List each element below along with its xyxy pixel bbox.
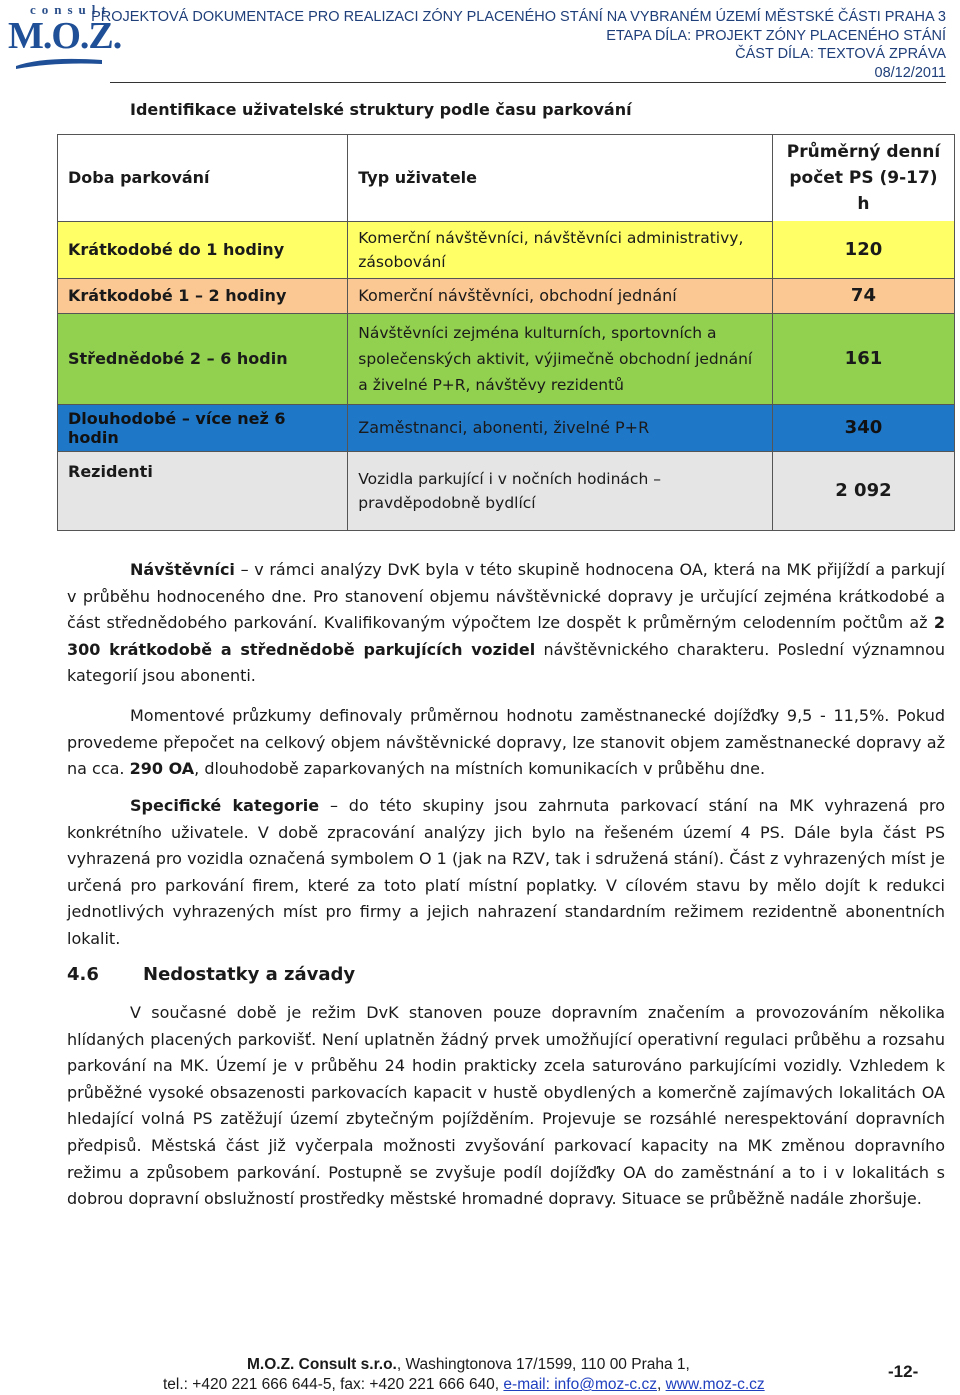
footer-email-link[interactable]: e-mail: info@moz-c.cz bbox=[503, 1376, 657, 1393]
paragraph-text: – do této skupiny jsou zahrnuta parkovací stání na MK vyhrazená pro konkrétního uživatele. V době zpracování analýzy jich bylo na řešeném území 4 PS. Dále byla část PS vyhrazená pro vozidla označená symbolem O 1 (jak na RZV, tak i sdružená stání). Část z vyhrazených míst je určená pro parkování firem, které za toto platí místní poplatky. V cílovém stavu by mělo dojít k redukci jednotlivých vyhrazených míst pro firmy a jejich nahrazení standardním režimem rezidentně abonentních lokalit. bbox=[67, 796, 945, 948]
logo-main-text: M.O.Z. bbox=[8, 15, 122, 57]
table-row bbox=[58, 313, 955, 404]
table-row bbox=[58, 221, 955, 278]
row-count: 2 092 bbox=[772, 451, 954, 530]
footer-web-link[interactable]: www.moz-c.cz bbox=[665, 1376, 765, 1393]
row-duration: Krátkodobé do 1 hodiny bbox=[58, 221, 348, 278]
paragraph-text: , dlouhodobě zaparkovaných na místních komunikacích v průběhu dne. bbox=[194, 759, 766, 779]
paragraph-specific bbox=[67, 793, 945, 953]
header-divider bbox=[110, 82, 946, 83]
row-count: 74 bbox=[772, 278, 954, 313]
row-duration: Dlouhodobé – více než 6 hodin bbox=[58, 404, 348, 451]
parking-user-table bbox=[57, 134, 955, 531]
paragraph-visitors bbox=[67, 557, 945, 690]
footer-separator: , bbox=[656, 1376, 666, 1393]
term-specific-categories: Specifické kategorie bbox=[130, 796, 320, 815]
footer-address: , Washingtonova 17/1599, 110 00 Praha 1, bbox=[396, 1356, 690, 1373]
table-row bbox=[58, 404, 955, 451]
row-count: 120 bbox=[772, 221, 954, 278]
paragraph-text: Momentové průzkumy definovaly průměrnou hodnotu zaměstnanecké dojížďky 9,5 - 11,5%. Pokud provedeme přepočet na celkový objem návštěvnické dopravy, lze stanovit objem zaměstnanecké dopravy až na cca. bbox=[67, 706, 945, 779]
row-user-type: Návštěvníci zejména kulturních, sportovních a společenských aktivit, výjimečně obchodní jednání a živelné P+R, návštěvy rezidentů bbox=[358, 323, 753, 394]
row-duration: Rezidenti bbox=[58, 451, 348, 530]
section-number: 4.6 bbox=[67, 964, 99, 985]
paragraph-deficiencies: V současné době je režim DvK stanoven pouze dopravním značením a provozováním několika hlídaných placených parkovišť. Není uplatněn žádný prvek umožňující operativní regulaci průběhu a rozsahu parkování na MK. Území je v průběhu 24 hodin prakticky zcela saturováno parkujícími vozidly. Vzhledem k průběžné vysoké obsazenosti parkovacích kapacit v hustě obydlených a komerčně zajímavých lokalitách OA hledající volná PS zatěžují území zbytečným pojížděním. Projevuje se rozsáhlé nerespektování dopravních předpisů. Městská část již vyčerpala možnosti zvyšování parkovací kapacity na MK změnou dopravního režimu a způsobem parkování. Postupně se zvyšuje podíl dojížďky OA do zaměstnání a to i v lokalitách s dobrou dopravní obslužností prostředky městské hromadné dopravy. Situace se průběžně nadále zhoršuje. bbox=[67, 1003, 945, 1209]
emphasis-employee-count: 290 OA bbox=[129, 759, 195, 779]
emphasis-visitor-count: 2 300 krátkodobě a střednědobě parkujících vozidel bbox=[67, 613, 945, 659]
table-header-row bbox=[58, 135, 955, 222]
footer-company: M.O.Z. Consult s.r.o. bbox=[247, 1356, 397, 1373]
footer-contact-line bbox=[163, 1375, 765, 1395]
footer-address-line bbox=[247, 1355, 690, 1375]
section-title: Identifikace uživatelské struktury podle času parkování bbox=[130, 100, 632, 119]
paragraph-employees bbox=[67, 703, 945, 783]
header-project-line: PROJEKTOVÁ DOKUMENTACE PRO REALIZACI ZÓNY PLACENÉHO STÁNÍ NA VYBRANÉM ÚZEMÍ MĚSTSKÉ ČÁSTI PRAHA 3 bbox=[91, 9, 946, 25]
footer-phone-fax: tel.: +420 221 666 644-5, fax: +420 221 666 640, bbox=[163, 1376, 504, 1393]
document-header bbox=[91, 8, 946, 82]
row-duration: Krátkodobé 1 – 2 hodiny bbox=[58, 278, 348, 313]
row-user-type: Zaměstnanci, abonenti, živelné P+R bbox=[348, 404, 773, 451]
row-duration: Střednědobé 2 – 6 hodin bbox=[58, 313, 348, 404]
section-heading-4-6 bbox=[67, 964, 355, 985]
header-duration: Doba parkování bbox=[58, 135, 348, 222]
header-part-line: ČÁST DÍLA: TEXTOVÁ ZPRÁVA bbox=[735, 46, 946, 62]
term-visitors: Návštěvníci bbox=[130, 560, 235, 579]
row-count: 340 bbox=[772, 404, 954, 451]
row-user-type: Komerční návštěvníci, obchodní jednání bbox=[348, 278, 773, 313]
header-count: Průměrný denní počet PS (9-17) h bbox=[772, 135, 954, 222]
header-user-type: Typ uživatele bbox=[348, 135, 773, 222]
table-row bbox=[58, 278, 955, 313]
logo-consult-text: consult bbox=[30, 2, 112, 17]
table-row bbox=[58, 451, 955, 530]
row-count: 161 bbox=[772, 313, 954, 404]
paragraph-text: návštěvnického charakteru. Poslední významnou kategorií jsou abonenti. bbox=[67, 639, 946, 686]
header-stage-line: ETAPA DÍLA: PROJEKT ZÓNY PLACENÉHO STÁNÍ bbox=[606, 27, 946, 44]
paragraph-text: – v rámci analýzy DvK byla v této skupině hodnocena OA, která na MK přijíždí a parkují v průběhu hodnoceného dne. Pro stanovení objemu návštěvnické dopravy je určující zejména krátkodobé a část střednědobého parkování. Kvalifikovaným výpočtem lze dospět k průměrným celodenním počtům až bbox=[67, 560, 945, 633]
header-date: 08/12/2011 bbox=[874, 64, 946, 81]
section-heading-text: Nedostatky a závady bbox=[143, 964, 356, 985]
row-user-type: Vozidla parkující i v nočních hodinách – pravděpodobně bydlící bbox=[358, 469, 661, 512]
page-number: -12- bbox=[888, 1362, 919, 1381]
row-user-type: Komerční návštěvníci, návštěvníci administrativy, zásobování bbox=[358, 228, 744, 271]
